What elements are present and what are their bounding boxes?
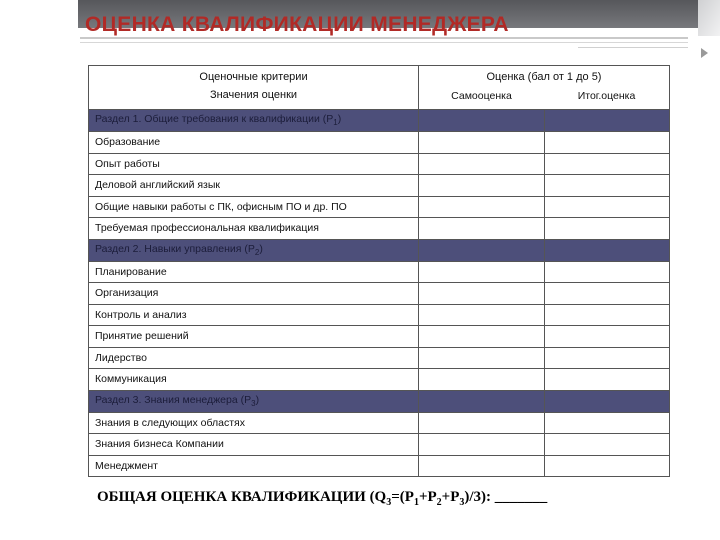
criteria-row	[89, 455, 670, 477]
criteria-header-cell	[89, 66, 419, 110]
criteria-row	[89, 369, 670, 391]
final-score-cell[interactable]	[544, 153, 670, 175]
criteria-label: Опыт работы	[89, 153, 419, 175]
criteria-label: Менеджмент	[89, 455, 419, 477]
criteria-label: Лидерство	[89, 347, 419, 369]
formula-mid2: +P	[418, 489, 437, 505]
criteria-row	[89, 261, 670, 283]
section-title	[89, 110, 419, 132]
criteria-row	[89, 347, 670, 369]
self-score-cell[interactable]	[419, 132, 545, 154]
self-score-cell[interactable]	[419, 153, 545, 175]
title-underline-short	[578, 47, 688, 48]
self-score-cell[interactable]	[419, 196, 545, 218]
p2-subscript: 2	[436, 497, 442, 508]
self-score-cell[interactable]	[419, 239, 545, 261]
final-score-cell[interactable]	[544, 369, 670, 391]
section-row	[89, 110, 670, 132]
score-header: Оценка (бал от 1 до 5)	[486, 71, 602, 83]
formula-prefix: ОБЩАЯ ОЦЕНКА КВАЛИФИКАЦИИ (Q	[97, 489, 387, 505]
formula-suffix: )/3): _______	[464, 489, 548, 505]
criteria-label: Знания в следующих областях	[89, 412, 419, 434]
section-subscript: 2	[254, 248, 260, 258]
final-score-cell[interactable]	[544, 196, 670, 218]
table-body	[89, 110, 670, 477]
section-title-close: )	[337, 113, 342, 126]
section-row	[89, 239, 670, 261]
slide-title: ОЦЕНКА КВАЛИФИКАЦИИ МЕНЕДЖЕРА	[85, 13, 509, 36]
self-score-cell[interactable]	[419, 110, 545, 132]
final-score-cell[interactable]	[544, 326, 670, 348]
criteria-header-line1: Оценочные критерии	[199, 71, 308, 83]
self-score-cell[interactable]	[419, 283, 545, 305]
criteria-label: Организация	[89, 283, 419, 305]
self-score-cell[interactable]	[419, 175, 545, 197]
final-score-cell[interactable]	[544, 239, 670, 261]
final-score-cell[interactable]	[544, 175, 670, 197]
formula-mid1: =(P	[391, 489, 414, 505]
final-score-cell[interactable]	[544, 412, 670, 434]
corner-decor	[698, 0, 720, 36]
title-underline	[80, 37, 688, 39]
self-score-cell[interactable]	[419, 347, 545, 369]
self-score-header: Самооценка	[451, 90, 512, 102]
evaluation-table	[88, 65, 670, 477]
q-subscript: 3	[386, 497, 392, 508]
criteria-row	[89, 326, 670, 348]
section-subscript: 3	[251, 399, 256, 409]
criteria-label: Планирование	[89, 261, 419, 283]
section-title	[89, 239, 419, 261]
section-subscript: 1	[333, 118, 338, 128]
criteria-label: Знания бизнеса Компании	[89, 434, 419, 456]
formula-mid3: +P	[441, 489, 460, 505]
self-score-cell[interactable]	[419, 304, 545, 326]
section-title-text: Раздел 2. Навыки управления (P	[95, 242, 255, 255]
final-score-cell[interactable]	[544, 218, 670, 240]
final-score-cell[interactable]	[544, 390, 670, 412]
criteria-label: Принятие решений	[89, 326, 419, 348]
criteria-row	[89, 304, 670, 326]
section-row	[89, 390, 670, 412]
section-title-close: )	[255, 393, 260, 406]
final-score-cell[interactable]	[544, 304, 670, 326]
self-score-cell[interactable]	[419, 412, 545, 434]
criteria-label: Образование	[89, 132, 419, 154]
final-score-cell[interactable]	[544, 347, 670, 369]
overall-score-formula	[97, 489, 547, 508]
table-header-row	[89, 66, 670, 110]
final-score-cell[interactable]	[544, 434, 670, 456]
criteria-header-line2: Значения оценки	[209, 89, 298, 101]
criteria-label: Контроль и анализ	[89, 304, 419, 326]
section-title-close: )	[259, 242, 263, 255]
self-score-cell[interactable]	[419, 218, 545, 240]
final-score-cell[interactable]	[544, 455, 670, 477]
section-title	[89, 390, 419, 412]
final-score-cell[interactable]	[544, 283, 670, 305]
arrow-icon	[701, 48, 708, 58]
criteria-row	[89, 412, 670, 434]
criteria-row	[89, 434, 670, 456]
criteria-row	[89, 196, 670, 218]
title-underline-thin	[80, 42, 688, 43]
p3-subscript: 3	[459, 497, 465, 508]
self-score-cell[interactable]	[419, 326, 545, 348]
final-score-header: Итог.оценка	[577, 90, 636, 102]
criteria-label: Деловой английский язык	[89, 175, 419, 197]
criteria-row	[89, 153, 670, 175]
p1-subscript: 1	[413, 497, 419, 508]
score-header-cell	[419, 66, 670, 110]
criteria-row	[89, 218, 670, 240]
section-title-text: Раздел 3. Знания менеджера (P	[95, 393, 252, 406]
final-score-cell[interactable]	[544, 110, 670, 132]
criteria-label: Требуемая профессиональная квалификация	[89, 218, 419, 240]
self-score-cell[interactable]	[419, 390, 545, 412]
self-score-cell[interactable]	[419, 455, 545, 477]
self-score-cell[interactable]	[419, 369, 545, 391]
final-score-cell[interactable]	[544, 261, 670, 283]
criteria-label: Общие навыки работы с ПК, офисным ПО и др. ПО	[89, 196, 419, 218]
self-score-cell[interactable]	[419, 434, 545, 456]
self-score-cell[interactable]	[419, 261, 545, 283]
criteria-row	[89, 132, 670, 154]
criteria-label: Коммуникация	[89, 369, 419, 391]
criteria-row	[89, 175, 670, 197]
final-score-cell[interactable]	[544, 132, 670, 154]
criteria-row	[89, 283, 670, 305]
section-title-text: Раздел 1. Общие требования к квалификации (P	[95, 113, 334, 126]
